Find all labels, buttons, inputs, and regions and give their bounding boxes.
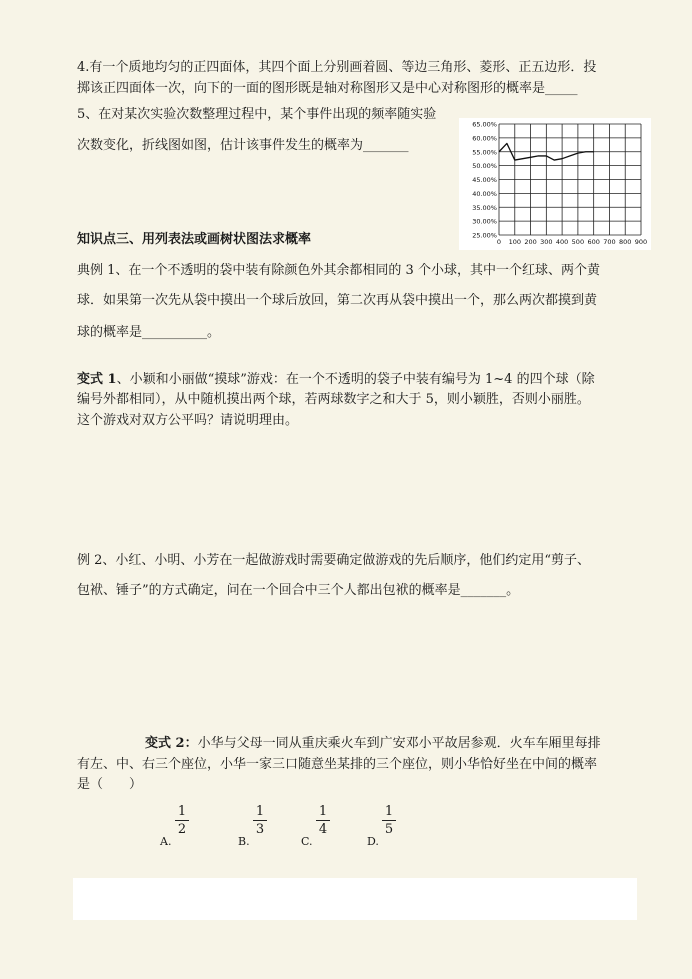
option-c-letter: C. xyxy=(301,835,313,848)
y-tick-label: 40.00% xyxy=(472,189,497,198)
x-tick-label: 800 xyxy=(619,238,632,246)
option-c-denominator: 4 xyxy=(318,822,328,837)
option-d-denominator: 5 xyxy=(384,822,394,837)
y-tick-label: 65.00% xyxy=(472,120,497,129)
option-a-letter: A. xyxy=(160,835,172,848)
y-tick-label: 55.00% xyxy=(472,148,497,157)
example-1-line-3: 球的概率是__________。 xyxy=(77,325,221,340)
y-tick-label: 35.00% xyxy=(472,203,497,212)
frequency-chart xyxy=(459,118,651,250)
variant-2-line-3: 是（ ） xyxy=(77,777,143,792)
option-a-denominator: 2 xyxy=(177,822,187,837)
y-tick-label: 25.00% xyxy=(472,231,497,240)
option-c-numerator: 1 xyxy=(318,804,328,819)
variant-2-line-2: 有左、中、右三个座位，小华一家三口随意坐某排的三个座位，则小华恰好坐在中间的概率 xyxy=(77,757,598,772)
x-tick-label: 300 xyxy=(540,238,553,246)
q5-line-2: 次数变化，折线图如图，估计该事件发生的概率为_______ xyxy=(77,138,409,153)
x-tick-label: 700 xyxy=(603,238,616,246)
q5-line-1: 5、在对某次实验次数整理过程中，某个事件出现的频率随实验 xyxy=(77,107,437,122)
q4-line-2: 掷该正四面体一次，向下的一面的图形既是轴对称图形又是中心对称图形的概率是_____ xyxy=(77,81,578,96)
example-2-line-1: 例 2、小红、小明、小芳在一起做游戏时需要确定做游戏的先后顺序，他们约定用“剪子、 xyxy=(77,553,591,568)
option-b-fraction-bar xyxy=(253,820,267,821)
y-tick-label: 45.00% xyxy=(472,176,497,184)
option-b-numerator: 1 xyxy=(255,804,265,819)
option-c-fraction xyxy=(316,804,330,837)
option-b-fraction xyxy=(253,804,267,837)
option-d-letter: D. xyxy=(367,835,379,848)
variant-1-line-1 xyxy=(77,371,595,389)
x-tick-label: 0 xyxy=(496,238,502,246)
x-tick-label: 400 xyxy=(555,238,569,246)
example-2-line-2: 包袱、锤子”的方式确定，问在一个回合中三个人都出包袱的概率是_______。 xyxy=(77,583,520,598)
option-a-numerator: 1 xyxy=(177,804,187,819)
option-a-fraction xyxy=(175,804,189,837)
variant-2-line-1 xyxy=(145,735,601,753)
example-1-line-2: 球．如果第一次先从袋中摸出一个球后放回，第二次再从袋中摸出一个，那么两次都摸到黄 xyxy=(77,293,598,308)
x-tick-label: 500 xyxy=(571,238,585,246)
frequency-line-chart xyxy=(459,118,651,250)
x-tick-label: 900 xyxy=(634,238,648,246)
variant-1-line-3: 这个游戏对双方公平吗？请说明理由。 xyxy=(77,413,299,428)
section-3-heading: 知识点三、用列表法或画树状图法求概率 xyxy=(77,232,312,247)
answer-area xyxy=(73,878,637,920)
option-c-fraction-bar xyxy=(316,820,330,821)
variant-2-label: 变式 2： xyxy=(145,736,198,751)
variant-2-text: 小华与父母一同从重庆乘火车到广安邓小平故居参观．火车车厢里每排 xyxy=(197,736,601,751)
variant-1-line-2: 编号外都相同），从中随机摸出两个球，若两球数字之和大于 5，则小颖胜，否则小丽胜。 xyxy=(77,392,590,407)
x-tick-label: 600 xyxy=(587,238,600,246)
option-d-numerator: 1 xyxy=(384,804,394,819)
y-tick-label: 30.00% xyxy=(472,217,497,226)
example-1-line-1: 典例 1、在一个不透明的袋中装有除颜色外其余都相同的 3 个小球，其中一个红球、两个黄 xyxy=(77,263,600,278)
option-b-denominator: 3 xyxy=(255,822,265,837)
option-b-letter: B. xyxy=(238,835,250,848)
x-tick-label: 200 xyxy=(524,238,537,246)
variant-1-label: 变式 1 xyxy=(77,372,117,387)
variant-1-text: 、小颖和小丽做“摸球”游戏：在一个不透明的袋子中装有编号为 1~4 的四个球（除 xyxy=(116,372,595,387)
y-tick-label: 60.00% xyxy=(472,134,497,143)
option-a-fraction-bar xyxy=(175,820,189,821)
q4-line-1: 4.有一个质地均匀的正四面体，其四个面上分别画着圆、等边三角形、菱形、正五边形．投 xyxy=(77,60,597,75)
y-tick-label: 50.00% xyxy=(472,162,497,171)
option-d-fraction xyxy=(382,804,396,837)
option-d-fraction-bar xyxy=(382,820,396,821)
x-tick-label: 100 xyxy=(508,238,521,246)
